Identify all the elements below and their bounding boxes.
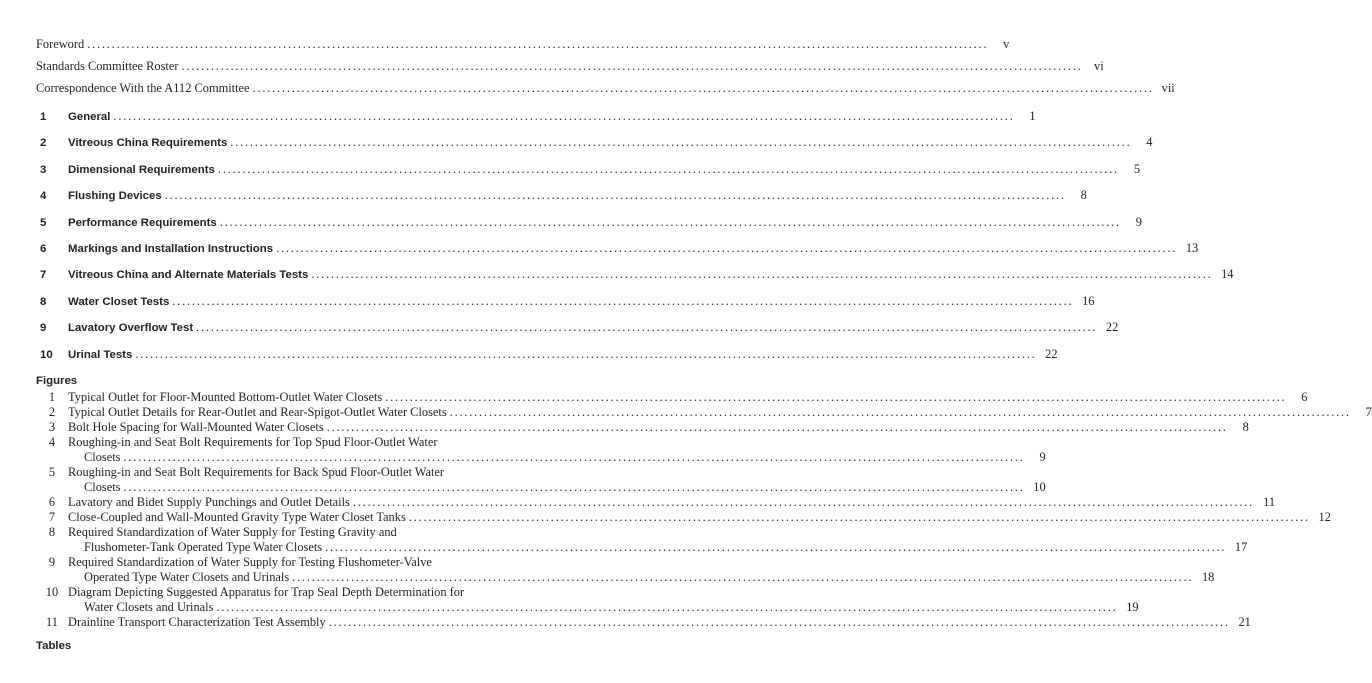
toc-figure-2[interactable]: [36, 404, 1372, 420]
section-title: Water Closet Tests: [68, 295, 170, 308]
figure-page: 19: [1126, 599, 1139, 614]
dot-leader: ........................................................................................................................................................................................: [449, 404, 1351, 419]
section-page: 22: [1045, 346, 1058, 361]
section-title: Lavatory Overflow Test: [68, 322, 194, 335]
section-title: Urinal Tests: [68, 348, 133, 361]
toc-figure-6[interactable]: [36, 494, 1276, 510]
figure-title: Roughing-in and Seat Bolt Requirements for Top Spud Floor-Outlet Water: [68, 434, 438, 449]
toc-section-6[interactable]: [36, 235, 1199, 261]
toc-figure-11[interactable]: [36, 614, 1251, 630]
toc-section-8[interactable]: [36, 288, 1095, 314]
figure-body: [68, 494, 1276, 510]
figure-body: [68, 434, 1046, 465]
dot-leader: ........................................................................................................................................................................................: [164, 188, 1066, 203]
toc-entry-label: Correspondence With the A112 Committee: [36, 81, 250, 95]
toc-entry-page: vi: [1094, 59, 1104, 73]
dot-leader: ........................................................................................................................................................................................: [328, 614, 1230, 629]
toc-figure-1[interactable]: [36, 389, 1308, 405]
figure-number: 8: [48, 524, 56, 539]
toc-section-2[interactable]: [36, 129, 1153, 155]
section-title: Vitreous China and Alternate Materials Tests: [68, 269, 309, 282]
toc-section-10[interactable]: [36, 341, 1058, 367]
tables-heading: Tables: [36, 639, 72, 652]
toc-figure-4[interactable]: [36, 434, 1046, 465]
figure-title: Diagram Depicting Suggested Apparatus for Trap Seal Depth Determination for: [68, 584, 465, 599]
figure-title: Lavatory and Bidet Supply Punchings and Outlet Details: [68, 494, 350, 509]
figure-body: [68, 419, 1249, 435]
figure-line: [68, 539, 1248, 555]
section-number: 6: [40, 242, 47, 255]
figure-line: [68, 614, 1251, 630]
section-title: Flushing Devices: [68, 190, 162, 203]
section-title: General: [68, 111, 111, 123]
dot-leader: ........................................................................................................................................................................................: [230, 135, 1132, 150]
figures-heading: Figures: [36, 374, 78, 387]
figure-number: 3: [48, 419, 56, 434]
figure-number: 6: [48, 494, 56, 509]
figure-line: [68, 389, 1308, 405]
figure-body: [68, 614, 1251, 630]
figure-page: 7: [1365, 404, 1372, 419]
section-page: 4: [1146, 135, 1153, 150]
figure-body: [68, 584, 1139, 615]
toc-entry-committee-roster[interactable]: [36, 55, 1104, 77]
toc-figure-8[interactable]: [36, 524, 1248, 555]
dot-leader: ........................................................................................................................................................................................: [181, 59, 1083, 73]
toc-entry-label: Foreword: [36, 37, 85, 51]
figure-title: Roughing-in and Seat Bolt Requirements for Back Spud Floor-Outlet Water: [68, 464, 445, 479]
section-number: 5: [40, 216, 47, 229]
figure-line: [68, 419, 1249, 435]
figure-body: [68, 509, 1331, 525]
section-page: 1: [1029, 109, 1036, 123]
section-page: 8: [1080, 188, 1087, 203]
figure-title-continued: Flushometer-Tank Operated Type Water Closets: [84, 539, 323, 554]
figure-title: Close-Coupled and Wall-Mounted Gravity Type Water Closet Tanks: [68, 509, 406, 524]
figure-title-continued: Water Closets and Urinals: [84, 599, 214, 614]
toc-figure-10[interactable]: [36, 584, 1139, 615]
figure-body: [68, 554, 1215, 585]
dot-leader: ........................................................................................................................................................................................: [172, 293, 1074, 308]
toc-figure-3[interactable]: [36, 419, 1249, 435]
figure-title-continued: Closets: [84, 479, 121, 494]
section-title: Markings and Installation Instructions: [68, 242, 274, 255]
figure-page: 18: [1201, 569, 1215, 584]
dot-leader: ........................................................................................................................................................................................: [325, 539, 1227, 554]
section-number: 4: [40, 190, 47, 203]
table-of-contents: [36, 33, 1372, 655]
figure-number: 11: [46, 614, 58, 629]
dot-leader: ........................................................................................................................................................................................: [408, 509, 1310, 524]
toc-figure-5[interactable]: [36, 464, 1046, 495]
toc-entry-correspondence[interactable]: [36, 77, 1175, 99]
dot-leader: ........................................................................................................................................................................................: [292, 569, 1194, 584]
dot-leader: ........................................................................................................................................................................................: [252, 81, 1154, 95]
figure-title-continued: Operated Type Water Closets and Urinals: [84, 569, 290, 584]
section-number: 1: [40, 111, 47, 123]
toc-figure-7[interactable]: [36, 509, 1331, 525]
toc-section-3[interactable]: [36, 156, 1141, 182]
toc-section-1[interactable]: [36, 103, 1036, 129]
figure-number: 5: [48, 464, 56, 479]
figure-page: 21: [1238, 614, 1251, 629]
dot-leader: ........................................................................................................................................................................................: [216, 599, 1118, 614]
sections-list: [36, 103, 1234, 367]
section-page: 13: [1185, 240, 1199, 255]
dot-leader: ........................................................................................................................................................................................: [352, 494, 1255, 509]
figure-page: 11: [1263, 494, 1276, 509]
figure-line: [68, 569, 1215, 585]
section-title: Vitreous China Requirements: [68, 137, 228, 150]
dot-leader: ........................................................................................................................................................................................: [276, 240, 1178, 255]
figure-line: [68, 599, 1139, 615]
figure-line: [68, 479, 1046, 495]
dot-leader: ........................................................................................................................................................................................: [219, 214, 1121, 229]
figure-line: [68, 509, 1331, 525]
figure-number: 7: [48, 509, 56, 524]
dot-leader: ........................................................................................................................................................................................: [217, 161, 1120, 176]
figure-line: [68, 494, 1276, 510]
section-number: 8: [40, 295, 47, 308]
dot-leader: ........................................................................................................................................................................................: [135, 346, 1037, 361]
figure-page: 17: [1234, 539, 1248, 554]
section-number: 7: [40, 269, 47, 282]
toc-section-4[interactable]: [36, 182, 1087, 208]
toc-entry-page: vii: [1161, 81, 1175, 95]
section-page: 22: [1105, 320, 1119, 335]
figure-title: Required Standardization of Water Supply for Testing Gravity and: [68, 524, 397, 539]
figure-number: 2: [48, 404, 56, 419]
dot-leader: ........................................................................................................................................................................................: [311, 267, 1213, 282]
figure-body: [68, 524, 1248, 555]
dot-leader: ........................................................................................................................................................................................: [123, 479, 1025, 494]
figure-body: [68, 404, 1372, 420]
figure-page: 8: [1242, 419, 1249, 434]
figures-list: [36, 389, 1372, 630]
figure-title: Typical Outlet for Floor-Mounted Bottom-Outlet Water Closets: [68, 389, 383, 404]
dot-leader: ........................................................................................................................................................................................: [196, 320, 1098, 335]
section-page: 9: [1135, 214, 1142, 229]
figure-title-continued: Closets: [84, 449, 121, 464]
section-title: Dimensional Requirements: [68, 163, 215, 176]
figure-line: [68, 449, 1046, 465]
dot-leader: ........................................................................................................................................................................................: [113, 109, 1015, 123]
figure-body: [68, 464, 1046, 495]
dot-leader: ........................................................................................................................................................................................: [385, 389, 1287, 404]
dot-leader: ........................................................................................................................................................................................: [326, 419, 1228, 434]
figure-title: Typical Outlet Details for Rear-Outlet and Rear-Spigot-Outlet Water Closets: [68, 404, 447, 419]
figure-number: 10: [45, 584, 59, 599]
figure-page: 6: [1301, 389, 1308, 404]
figure-number: 9: [48, 554, 56, 569]
figure-number: 4: [48, 434, 56, 449]
toc-entry-foreword[interactable]: [36, 33, 1010, 55]
dot-leader: ........................................................................................................................................................................................: [87, 37, 989, 51]
front-matter-list: [36, 33, 1175, 99]
toc-section-7[interactable]: [36, 261, 1234, 287]
toc-entry-label: Standards Committee Roster: [36, 59, 179, 73]
section-page: 14: [1221, 267, 1234, 282]
section-page: 5: [1133, 161, 1141, 176]
section-title: Performance Requirements: [68, 216, 217, 229]
section-number: 9: [40, 322, 47, 335]
toc-section-9[interactable]: [36, 314, 1119, 340]
dot-leader: ........................................................................................................................................................................................: [123, 449, 1025, 464]
figure-page: 12: [1318, 509, 1331, 524]
figure-line: [68, 404, 1372, 420]
figure-title: Drainline Transport Characterization Test Assembly: [68, 614, 326, 629]
toc-figure-9[interactable]: [36, 554, 1215, 585]
toc-entry-page: v: [1003, 37, 1010, 51]
figure-title: Bolt Hole Spacing for Wall-Mounted Water Closets: [68, 419, 324, 434]
figure-page: 10: [1033, 479, 1046, 494]
section-page: 16: [1082, 293, 1095, 308]
figure-body: [68, 389, 1308, 405]
figure-page: 9: [1039, 449, 1046, 464]
figure-number: 1: [48, 389, 56, 404]
section-number: 2: [40, 137, 47, 150]
toc-section-5[interactable]: [36, 209, 1142, 235]
section-number: 10: [40, 348, 53, 361]
figure-title: Required Standardization of Water Supply for Testing Flushometer-Valve: [68, 554, 432, 569]
section-number: 3: [40, 163, 47, 176]
